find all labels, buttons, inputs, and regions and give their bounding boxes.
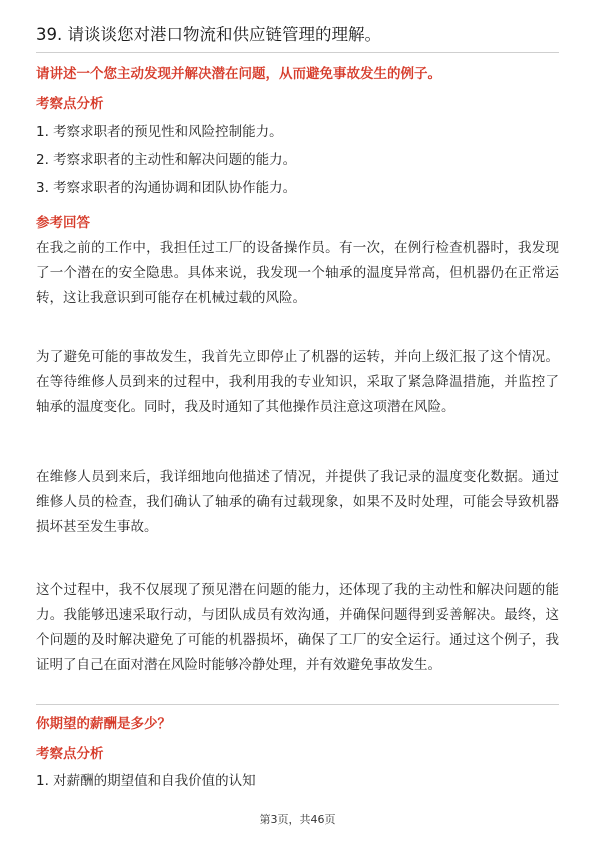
answer-heading: 参考回答 <box>36 215 90 231</box>
analysis-item: 1. 对薪酬的期望值和自我价值的认知 <box>36 773 256 789</box>
answer-paragraph: 在维修人员到来后，我详细地向他描述了情况，并提供了我记录的温度变化数据。通过维修人员的检查，我们确认了轴承的确有过载现象，如果不及时处理，可能会导致机器损坏甚至发生事故。 <box>36 469 559 535</box>
analysis-item: 2. 考察求职者的主动性和解决问题的能力。 <box>36 152 297 168</box>
interview-question: 你期望的薪酬是多少？ <box>36 716 171 732</box>
page-number: 第3页，共46页 <box>259 813 336 826</box>
divider <box>36 52 559 53</box>
answer-paragraph: 在我之前的工作中，我担任过工厂的设备操作员。有一次，在例行检查机器时，我发现了一个潜在的安全隐患。具体来说，我发现一个轴承的温度异常高，但机器仍在正常运转，这让我意识到可能存在机械过载的风险。 <box>36 240 559 306</box>
question-title: 39. 请谈谈您对港口物流和供应链管理的理解。 <box>36 25 381 44</box>
analysis-item: 1. 考察求职者的预见性和风险控制能力。 <box>36 124 283 140</box>
divider <box>36 704 559 705</box>
analysis-heading: 考察点分析 <box>36 746 104 762</box>
analysis-heading: 考察点分析 <box>36 96 104 112</box>
analysis-item: 3. 考察求职者的沟通协调和团队协作能力。 <box>36 180 297 196</box>
interview-question: 请讲述一个您主动发现并解决潜在问题，从而避免事故发生的例子。 <box>36 66 441 82</box>
answer-paragraph: 为了避免可能的事故发生，我首先立即停止了机器的运转，并向上级汇报了这个情况。在等待维修人员到来的过程中，我利用我的专业知识，采取了紧急降温措施，并监控了轴承的温度变化。同时，我及时通知了其他操作员注意这项潜在风险。 <box>36 349 559 415</box>
answer-paragraph: 这个过程中，我不仅展现了预见潜在问题的能力，还体现了我的主动性和解决问题的能力。我能够迅速采取行动，与团队成员有效沟通，并确保问题得到妥善解决。最终，这个问题的及时解决避免了可能的机器损坏，确保了工厂的安全运行。通过这个例子，我证明了自己在面对潜在风险时能够冷静处理，并有效避免事故发生。 <box>36 582 559 673</box>
